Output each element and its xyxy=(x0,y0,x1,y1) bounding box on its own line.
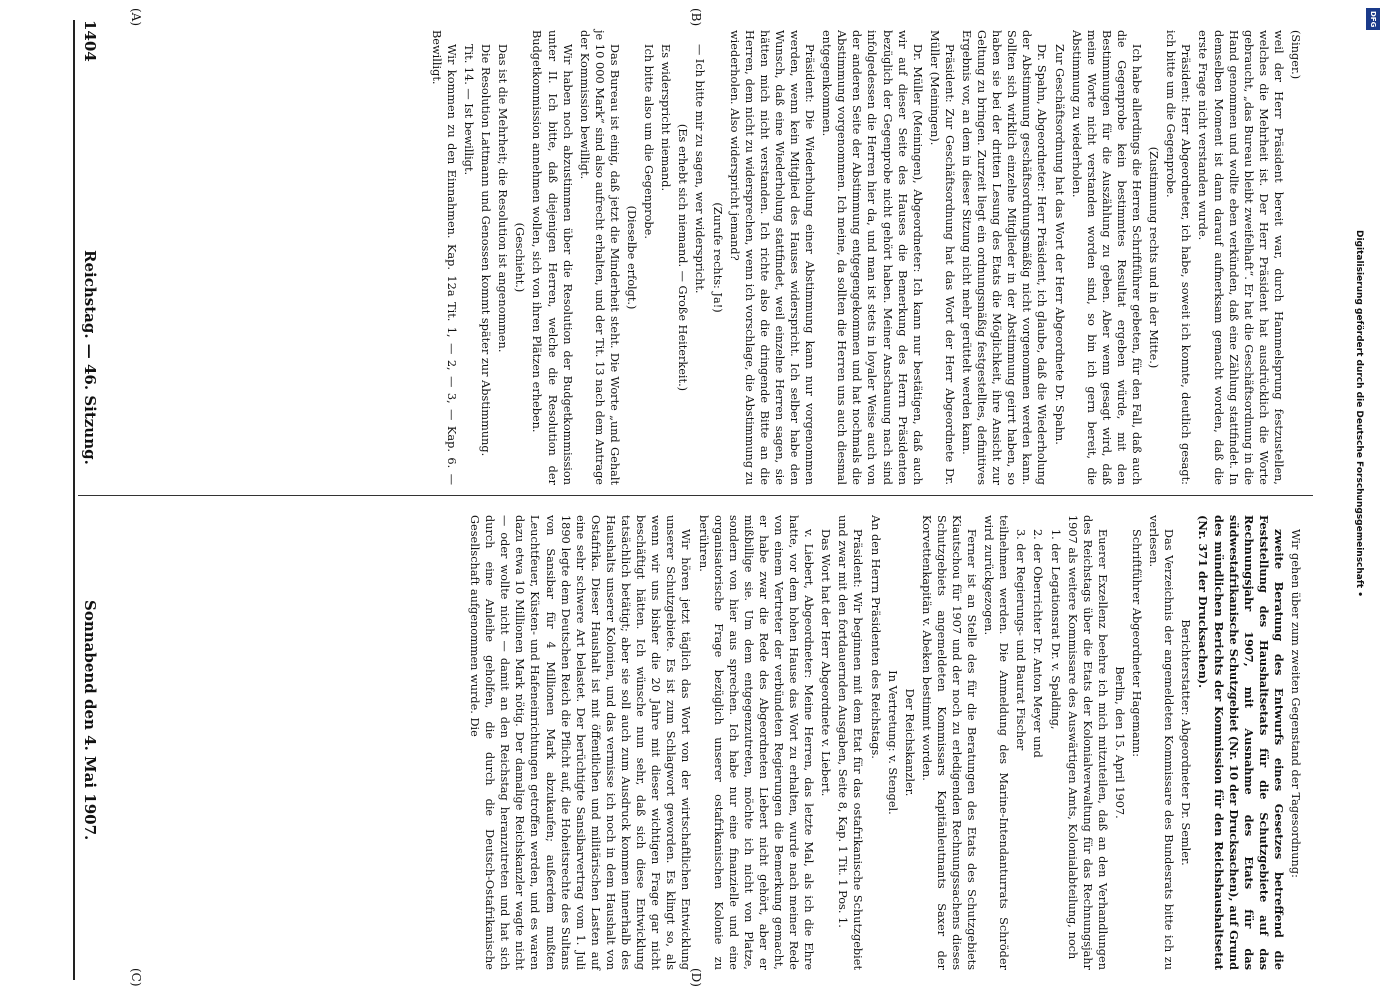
paragraph: Zur Geschäftsordnung hat das Wort der Herr Abgeordnete Dr. Spahn. xyxy=(1052,44,1066,445)
paragraph: Dr. Müller (Meiningen), Abgeordneter: Ich kann nur bestätigen, daß auch wir auf dieser Seite des Hauses die Bemerkung des Herrn Präsidenten bezüglich der Gegenprobe nicht gehört haben. Meiner Anschauung nach sind infolgedessen die Herren hier da, und man ist stets in loyaler Weise auch von der anderen Seite der Abstimmung entgegengekommen und hat nochmals die Abstimmung vorgenommen. Ich meine, da sollten die Herren uns auch diesmal entgegenkommen. xyxy=(820,30,924,485)
paragraph: Das ist die Mehrheit; die Resolution ist angenommen. xyxy=(496,44,510,353)
paragraph: — Ich bitte mir zu sagen, wer widerspricht. xyxy=(693,44,707,294)
page-number: 1404 xyxy=(81,20,99,62)
header-rule xyxy=(73,20,75,980)
paragraph: Dr. Spahn, Abgeordneter: Herr Präsident, ich glaube, daß die Wiederholung der Abstimmung geschäftsordnungsmäßig nicht vorgenommen werden kann. Sollten sich wirklich einzelne Mitglieder in der Abstimmung geirrt haben, so haben sie bei der dritten Lesung des Etats die Möglichkeit, ihre Ansicht zur Geltung zu bringen. Zurzeit liegt ein ordnungsmäßig festgestelltes, definitives Ergebnis vor, an dem in dieser Sitzung nicht mehr gerüttelt werden kann. xyxy=(960,30,1049,485)
paragraph: Ich bitte also um die Gegenprobe. xyxy=(642,44,656,239)
agenda-item: zweite Beratung des Entwurfs eines Gesetzes betreffend die Feststellung des Haushaltsetats für die Schutzgebiete auf das Rechnungsjahr 1907, mit Ausnahme des Etats für das südwestafrikanische Schutzgebiet (Nr. 10 der Drucksachen), auf Grund des mündlichen Berichts der Kommission für den Reichshaushaltsetat (Nr. 371 der Drucksachen). xyxy=(1196,515,1286,970)
paragraph: Präsident: Zur Geschäftsordnung hat das Wort der Herr Abgeordnete Dr. Müller (Meiningen). xyxy=(927,30,956,485)
paragraph: teilnehmen werden. Die Anmeldung des Marine-Intendanturrats Schröder wird zurückgezogen. xyxy=(982,515,1011,970)
paragraph: Es widerspricht niemand. xyxy=(659,44,673,192)
paragraph: v. Liebert, Abgeordneter: Meine Herren, das letzte Mal, als ich die Ehre hatte, vor dem hohen Hause das Wort zu erhalten, wurde nach meiner Rede von einem Vertreter der verbündeten Regierungen die Bemerkung gemacht, er habe zwar die Rede des Abgeordneten Liebert nicht gehört, aber er mißbillige sie. Um dem entgegenzutreten, möchte ich nicht von Platze, sondern von hier aus sprechen. Ich habe nur eine finanzielle und eine organisatorische Frage bezüglich unserer ostafrikanischen Kolonie zu berühren. xyxy=(696,515,816,970)
paragraph: weil der Herr Präsident bereit war, durch Hammelsprung festzustellen, welches die Mehrheit ist. Der Herr Präsident hat ausdrücklich die Worte gebraucht, „das Bureau bleibt zweifelhaft“. Er hat die Geschäftsordnung in die Hand genommen und wollte eben verkünden, daß eine Zählung stattfindet. In demselben Moment ist dann darauf aufmerksam gemacht worden, daß die erste Frage nicht verstanden wurde. xyxy=(1196,30,1285,485)
paragraph: Das Bureau ist einig, daß jetzt die Minderheit steht. Die Worte „und Gehalt je 10 000 Mark“ sind also aufrecht erhalten, und der Tit. 13 nach dem Antrage der Kommission bewilligt. xyxy=(577,30,621,485)
page-date: Sonnabend den 4. Mai 1907. xyxy=(81,600,99,841)
speaker-continuation: (Singer.) xyxy=(1289,30,1302,80)
letter-signature: Der Reichskanzler. xyxy=(902,688,916,797)
paragraph: Tit. 14. — Ist bewilligt. xyxy=(462,44,476,176)
interjection: (Zurufe rechts: Ja!) xyxy=(710,202,724,313)
paragraph: Präsident: Die Wiederholung einer Abstimmung kann nur vorgenommen werden, wenn kein Mitglied des Hauses widerspricht. Ich selber habe den Wunsch, daß eine Wiederholung stattfindet, weil einzelne Herren sagen, sie hätten mich nicht verstanden. Ich richte also die dringende Bitte an die Herren, dem nicht zu widersprechen, wenn ich vorschlage, die Abstimmung zu wiederholen. Also widerspricht jemand? xyxy=(727,30,817,485)
paragraph: Präsident: Herr Abgeordneter, ich habe, soweit ich konnte, deutlich gesagt: ich bitte um die Gegenprobe. xyxy=(1164,30,1193,485)
list-item: 3. der Regierungs- und Baurat Fischer xyxy=(1014,529,1028,751)
paragraph: Die Resolution Lattmann und Genossen kommt später zur Abstimmung. xyxy=(479,44,493,457)
credit-text: Digitalisierung gefördert durch die Deutsche Forschungsgemeinschaft • xyxy=(1354,230,1364,597)
interjection: (Es erhebt sich niemand. — Große Heiterkeit.) xyxy=(676,123,690,392)
paragraph: Ferner ist an Stelle des für die Beratungen des Etats des Schutzgebiets Kiautschou für 1907 und der noch zu erledigenden Rechnungssachens dieses Schutzgebiets angemeldeten Kommissars Kapitänleutnants Saxer der Korvettenkapitän v. Abeken bestimmt worden. xyxy=(919,515,979,970)
rapporteur: Berichterstatter: Abgeordneter Dr. Semler. xyxy=(1179,619,1193,866)
paragraph: Das Verzeichnis der angemeldeten Kommissare des Bundesrats bitte ich zu verlesen. xyxy=(1147,515,1176,970)
interjection: (Zustimmung rechts und in der Mitte.) xyxy=(1147,146,1161,369)
paragraph: Euerer Exzellenz beehre ich mich mitzuteilen, daß an den Verhandlungen des Reichstags über die Etats der Kolonialverwaltung für das Rechnungsjahr 1907 als weitere Kommissare des Auswärtigen Amts, Kolonialabteilung, noch xyxy=(1065,515,1109,970)
letter-signature: In Vertretung: v. Stengel. xyxy=(885,670,899,815)
paragraph: Ich habe allerdings die Herren Schriftführer gebeten, für den Fall, daß auch die Gegenprobe kein bestimmtes Resultat ergeben würde, mit den Bestimmungen für die Auszählung zu geben. Aber wenn gesagt wird, daß meine Worte nicht verstanden worden sind, so bin ich gern bereit, die Abstimmung zu wiederholen. xyxy=(1069,30,1144,485)
list-item: 2. der Oberrichter Dr. Anton Meyer und xyxy=(1031,529,1045,758)
margin-marker-d: (D) xyxy=(689,968,703,987)
paragraph: Wir hören jetzt täglich das Wort von der wirtschaftlichen Entwicklung unserer Schutzgebiete. Es ist zum Schlagwort geworden. Es klingt so, als wenn wir uns bisher die 20 Jahre mit dieser wichtigen Frage gar nicht beschäftigt hätten. Ich wünsche nun sehr, daß sich diese Entwicklung tatsächlich betätigt; aber sie soll auch zum Ausdruck kommen innerhalb des Haushalts unserer Kolonien, und das vermisse ich noch in dem Haushalt von Ostafrika. Dieser Haushalt ist mit öffentlichen und militärischen Lasten auf eine sehr schwere Art belastet. Der berüchtigte Sansibarvertrag vom 1. Juli 1890 legte dem Deutschen Reich die Pflicht auf, die Hoheitsrechte des Sultans von Sansibar für 4 Millionen Mark abzukaufen; außerdem mußten Leuchtfeuer, Küsten- und Hafeneinrichtungen getroffen werden, und es waren dazu etwa 10 Millionen Mark nötig. Der damalige Reichskanzler wagte nicht — oder wollte nicht — damit an den Reichstag heranzutreten und hat sich durch eine Anleihe geholfen, die durch die Deutsch-Ostafrikanische Gesellschaft aufgenommen wurde. Die xyxy=(468,515,693,970)
letter-address: An den Herrn Präsidenten des Reichstags. xyxy=(868,515,882,759)
paragraph: Das Wort hat der Herr Abgeordnete v. Liebert. xyxy=(819,529,833,797)
list-item: 1. der Legationsrat Dr. v. Spalding, xyxy=(1048,529,1062,730)
paragraph: Wir haben noch abzustimmen über die Resolution der Budgetkommission unter II. Ich bitte, daß diejenigen Herren, welche die Resolution der Budgetkommission annehmen wollen, sich von ihren Plätzen erheben. xyxy=(530,30,574,485)
dfg-logo: DFG xyxy=(1366,8,1380,30)
interjection: (Dieselbe erfolgt.) xyxy=(625,205,639,310)
margin-marker-c: (C) xyxy=(129,968,143,987)
paragraph: Wir gehen über zum zweiten Gegenstand der Tagesordnung: xyxy=(1289,529,1302,878)
left-column xyxy=(103,30,1303,485)
margin-marker-b: (B) xyxy=(689,8,703,27)
page-header xyxy=(75,20,105,980)
interjection: (Geschieht.) xyxy=(513,222,527,293)
paragraph: Präsident: Wir beginnen mit dem Etat für das ostafrikanische Schutzgebiet und zwar mit den fortdauernden Ausgaben, Seite 8, Kap. 1 Tit. 1 Pos. 1. xyxy=(836,515,865,970)
paragraph: Schriftführer Abgeordneter Hagemann: xyxy=(1130,529,1144,758)
letter-date: Berlin, den 15. April 1907. xyxy=(1112,666,1126,819)
margin-marker-a: (A) xyxy=(129,8,143,27)
paragraph: Wir kommen zu den Einnahmen. Kap. 12a Tit. 1, — 2, — 3, — Kap. 6. — Bewilligt. xyxy=(429,30,459,485)
right-column xyxy=(103,515,1303,970)
column-divider xyxy=(78,495,1313,496)
page-title: Reichstag. — 46. Sitzung. xyxy=(81,250,99,465)
